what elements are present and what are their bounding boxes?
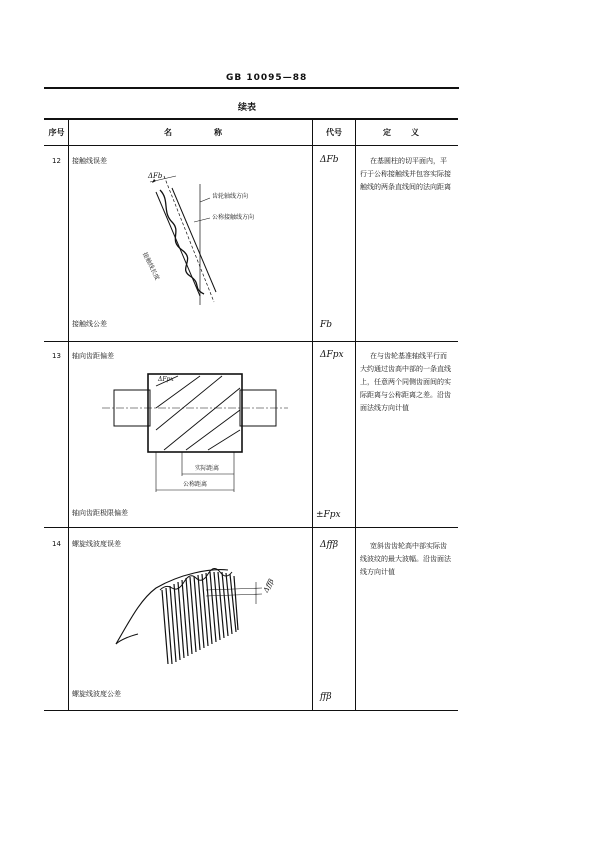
fig-label-delta-fb: ΔFb (148, 172, 163, 180)
col-head-def-a: 定 (383, 128, 391, 137)
definition-line: 在与齿轮基准轴线平行而 (370, 352, 447, 360)
col-head-seq: 序号 (48, 128, 65, 137)
col-divider-name (312, 119, 313, 711)
row-tolerance-symbol: Fb (320, 320, 333, 330)
row-tolerance-name: 螺旋线波度公差 (72, 690, 121, 698)
row-seq: 12 (52, 157, 61, 165)
definition-line: 大约通过齿高中部的一条直线 (360, 365, 451, 373)
row-13-bottom-rule (44, 527, 458, 528)
definition-line: 线波纹的最大波幅。沿齿面法 (360, 555, 451, 563)
row-name: 接触线误差 (72, 157, 107, 165)
col-head-name-b: 称 (214, 128, 222, 137)
row-name: 螺旋线波度误差 (72, 540, 121, 548)
row-symbol: ΔFpx (320, 350, 344, 360)
table-title: 续表 (238, 103, 257, 113)
row-definition (360, 155, 458, 194)
row-seq: 14 (52, 540, 61, 548)
col-divider-seq (68, 119, 69, 711)
row-definition (360, 540, 458, 579)
table-head-rule (44, 145, 458, 146)
fig-label-nominal-contact: 公称接触线方向 (212, 214, 255, 221)
fig-label-delta-fpx: ΔFpx (158, 376, 174, 383)
row-name: 轴向齿距偏差 (72, 352, 114, 360)
row-symbol: Δffβ (320, 540, 339, 550)
col-head-def-b: 义 (411, 128, 419, 137)
fig-label-delta-ffb: Δffβ (262, 577, 276, 594)
col-head-symbol: 代号 (326, 128, 342, 137)
definition-line: 宽斜齿齿轮高中部实际齿 (370, 542, 447, 550)
definition-line: 上，任意两个同侧齿面间的实 (360, 378, 451, 386)
header-rule (44, 87, 459, 89)
page-header: GB 10095—88 (226, 73, 308, 83)
fig-label-actual-distance: 实际距离 (195, 465, 220, 472)
row-seq: 13 (52, 352, 61, 360)
row-12-bottom-rule (44, 341, 458, 342)
fig-label-gear-axis: 齿轮轴线方向 (212, 193, 249, 200)
definition-line: 在基圆柱的切平面内，平 (370, 157, 447, 165)
col-divider-symbol (355, 119, 356, 711)
definition-line: 触线的两条直线间的法向距离 (360, 183, 451, 191)
fig-label-nominal-distance: 公称距离 (183, 481, 208, 488)
definition-line: 际距离与公称距离之差。沿齿 (360, 391, 451, 399)
row-definition (360, 350, 458, 415)
row-tolerance-name: 接触线公差 (72, 320, 107, 328)
helix-waviness-figure (110, 560, 290, 670)
row-tolerance-name: 轴向齿距极限偏差 (72, 509, 128, 517)
col-head-name-a: 名 (164, 128, 172, 137)
row-tolerance-symbol: ±Fpx (316, 510, 341, 520)
row-tolerance-symbol: ffβ (320, 692, 332, 702)
fig-label-contact-length: 接触线长度 (141, 251, 161, 282)
definition-line: 线方向计值 (360, 568, 395, 576)
row-symbol: ΔFb (320, 155, 339, 165)
table-top-rule (44, 118, 458, 120)
definition-line: 行于公称接触线并包容实际接 (360, 170, 451, 178)
definition-line: 面法线方向计值 (360, 404, 409, 412)
contact-line-figure (120, 170, 280, 310)
table-bottom-rule (44, 710, 458, 711)
